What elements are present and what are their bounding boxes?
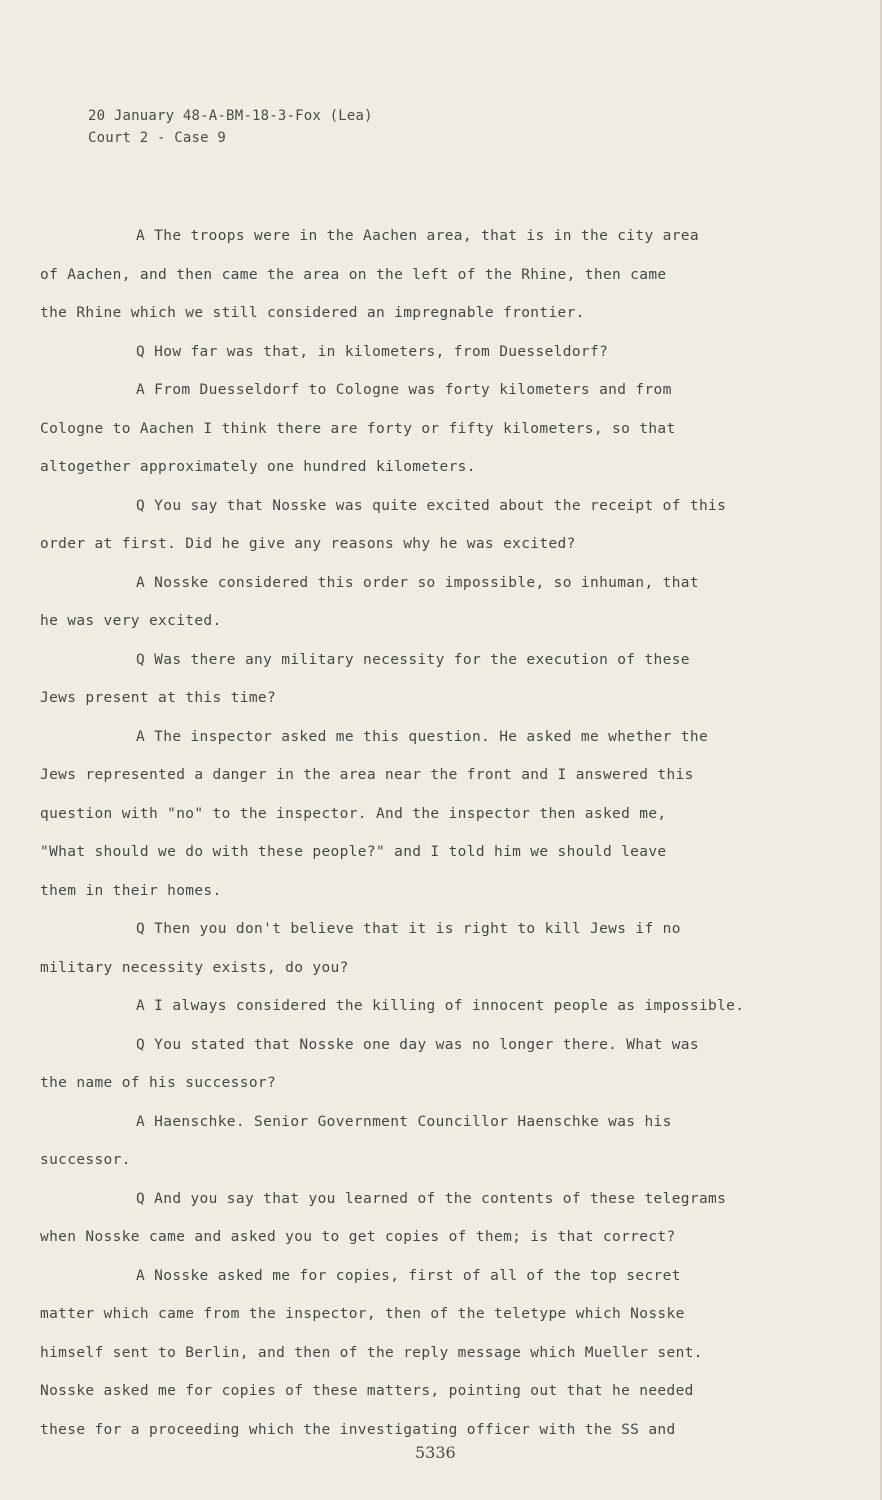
transcript-line: A From Duesseldorf to Cologne was forty kilometers and from [136,382,672,398]
transcript-line: the name of his successor? [40,1075,277,1091]
transcript-line: himself sent to Berlin, and then of the reply message which Mueller sent. [40,1344,703,1361]
transcript-paragraph [40,564,798,641]
transcript-line: altogether approximately one hundred kilometers. [40,459,476,475]
page-number: 5336 [415,1443,456,1462]
transcript-line: Q You say that Nosske was quite excited about the receipt of this [136,497,727,514]
transcript-line: Q Then you don't believe that it is right to kill Jews if no [136,921,681,937]
transcript-line: when Nosske came and asked you to get copies of them; is that correct? [40,1229,676,1245]
transcript-paragraph [40,1103,798,1180]
transcript-paragraph [40,217,798,333]
transcript-line: Q You stated that Nosske one day was no longer there. What was [136,1036,699,1053]
transcript-line: these for a proceeding which the investigating officer with the SS and [40,1421,676,1438]
transcript-paragraph [40,1180,798,1257]
transcript-paragraph [40,371,798,487]
transcript-line: of Aachen, and then came the area on the left of the Rhine, then came [40,266,667,283]
transcript-line: question with "no" to the inspector. And the inspector then asked me, [40,805,667,822]
transcript-paragraph [40,1257,798,1450]
transcript-line: A Haenschke. Senior Government Councillor Haenschke was his [136,1113,672,1130]
transcript-line: "What should we do with these people?" and I told him we should leave [40,844,667,860]
document-header [88,105,373,149]
transcript-line: A Nosske asked me for copies, first of all of the top secret [136,1267,681,1284]
transcript-line: Nosske asked me for copies of these matters, pointing out that he needed [40,1383,694,1399]
transcript-line: Jews present at this time? [40,690,277,706]
transcript-line: A I always considered the killing of innocent people as impossible. [136,998,745,1014]
transcript-body [40,217,798,1449]
transcript-line: them in their homes. [40,882,222,899]
transcript-line: Q Was there any military necessity for the execution of these [136,651,690,668]
transcript-paragraph [88,987,798,1026]
transcript-line: matter which came from the inspector, then of the teletype which Nosske [40,1306,685,1322]
transcript-paragraph [88,333,798,372]
transcript-line: A Nosske considered this order so impossible, so inhuman, that [136,574,699,591]
transcript-line: the Rhine which we still considered an impregnable frontier. [40,305,585,321]
transcript-line: A The troops were in the Aachen area, that is in the city area [136,228,699,244]
transcript-paragraph [40,1026,798,1103]
transcript-paragraph [40,487,798,564]
transcript-line: Q And you say that you learned of the contents of these telegrams [136,1190,727,1207]
transcript-line: order at first. Did he give any reasons why he was excited? [40,536,576,552]
transcript-paragraph [40,910,798,987]
header-line-date-ref: 20 January 48-A-BM-18-3-Fox (Lea) [88,108,373,124]
transcript-line: Jews represented a danger in the area near the front and I answered this [40,767,694,783]
transcript-line: Cologne to Aachen I think there are forty or fifty kilometers, so that [40,420,676,437]
transcript-line: he was very excited. [40,613,222,629]
transcript-paragraph [40,718,798,911]
transcript-line: successor. [40,1152,131,1168]
header-line-court-case: Court 2 - Case 9 [88,130,227,146]
transcript-line: military necessity exists, do you? [40,959,349,976]
transcript-line: A The inspector asked me this question. He asked me whether the [136,728,709,745]
transcript-paragraph [40,641,798,718]
transcript-line: Q How far was that, in kilometers, from Duesseldorf? [136,343,609,360]
